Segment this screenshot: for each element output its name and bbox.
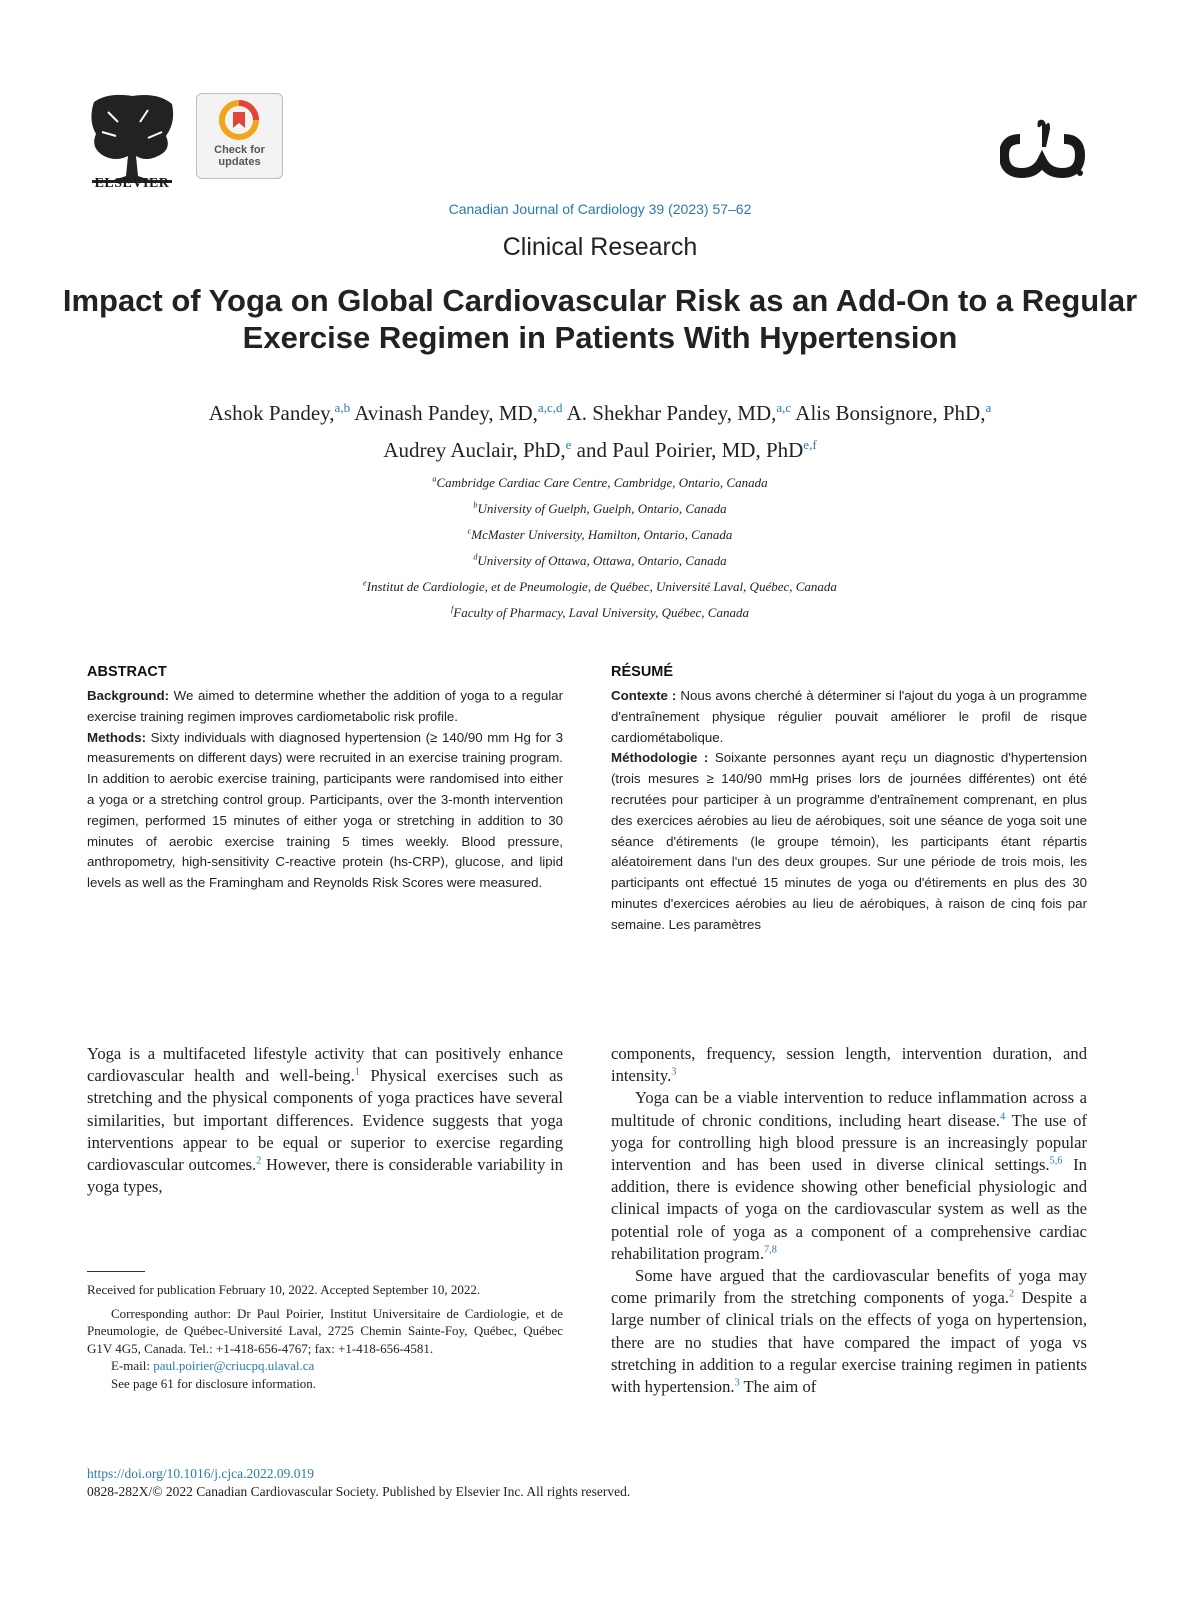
abstract-methods xyxy=(87,728,563,894)
author-affil-ref[interactable]: e,f xyxy=(803,437,817,452)
received-note: Received for publication February 10, 2022. Accepted September 10, 2022. xyxy=(87,1282,481,1297)
email-line xyxy=(87,1357,563,1375)
author-affil-ref[interactable]: a,c,d xyxy=(537,400,563,415)
author-name: Ashok Pandey, xyxy=(208,401,335,425)
author-affil-ref[interactable]: a,b xyxy=(334,400,351,415)
body-paragraph: Yoga can be a viable intervention to reduce inflammation across a multitude of chronic conditions, including heart disease.$^4$ The use of yoga for controlling high blood pressure is an increasingly popular intervention and has been used in diverse clinical settings.$^{5,6}$ In addition, there is evidence showing other beneficial physiologic and clinical impacts of yoga on the cardiovascular system as well as the potential role of yoga as a component of a comprehensive cardiac rehabilitation program.$^{7,8}$ xyxy=(611,1088,1087,1263)
email-link[interactable]: paul.poirier@criucpq.ulaval.ca xyxy=(153,1358,315,1374)
methodologie-text: Soixante personnes ayant reçu un diagnostic d'hypertension (trois mesures ≥ 140/90 mmHg prises lors de journées différentes) ont été recrutées pour participer à un programme d'entraînement comprenant, en plus des exercices aérobies au lieu de aérobiques, soit une séance de yoga soit une séance d'étirements (le groupe témoin), les participants étant répartis aléatoirement dans l'un des deux groupes. Sur une période de trois mois, les participants ont effectué 15 minutes de yoga ou d'étirements en plus des 30 minutes d'exercices aérobies au lieu de aérobiques, à raison de cinq fois par semaine. Les paramètres xyxy=(611,750,1087,932)
citation-ref[interactable]: 3 xyxy=(671,1066,677,1078)
affiliation-text: University of Ottawa, Ottawa, Ontario, Canada xyxy=(477,553,727,568)
affiliation-item xyxy=(200,574,1000,600)
resume-methodologie xyxy=(611,748,1087,935)
methods-label: Methods: xyxy=(87,729,147,745)
section-label: Clinical Research xyxy=(502,233,698,261)
affiliation-item xyxy=(200,522,1000,548)
affiliation-item xyxy=(200,470,1000,496)
doi-link[interactable]: https://doi.org/10.1016/j.cjca.2022.09.019 xyxy=(87,1466,314,1481)
affiliation-item xyxy=(200,548,1000,574)
ccs-heart-logo xyxy=(1000,117,1086,179)
citation-ref[interactable]: 5,6 xyxy=(1049,1155,1063,1167)
affiliation-marker: d xyxy=(473,552,478,562)
affiliation-text: University of Guelph, Guelph, Ontario, Canada xyxy=(477,501,727,516)
elsevier-wordmark: ELSEVIER xyxy=(94,176,170,191)
check-for-updates-badge[interactable] xyxy=(196,93,283,179)
affiliation-text: Faculty of Pharmacy, Laval University, Québec, Canada xyxy=(453,605,749,620)
abstract-body xyxy=(87,686,563,894)
affiliation-marker: b xyxy=(473,500,478,510)
resume-heading: RÉSUMÉ xyxy=(611,664,674,680)
corresponding-author-note: Corresponding author: Dr Paul Poirier, Institut Universitaire de Cardiologie, et de Pneumologie, de Québec-Université Laval, 2725 Chemin Sainte-Foy, Québec, Québec G1V 4G5, Canada. Tel.: +1-418-656-4767; fax: +1-418-656-4581. xyxy=(87,1305,563,1356)
author-name: A. Shekhar Pandey, MD, xyxy=(566,401,777,425)
author-name: Alis Bonsignore, PhD, xyxy=(795,401,986,425)
abstract-heading: ABSTRACT xyxy=(87,664,167,680)
copyright-line: 0828-282X/© 2022 Canadian Cardiovascular Society. Published by Elsevier Inc. All rights reserved. xyxy=(87,1484,631,1499)
check-updates-icon xyxy=(219,100,259,140)
affiliation-marker: e xyxy=(363,578,367,588)
affiliation-marker: c xyxy=(467,526,472,536)
resume-body xyxy=(611,686,1087,936)
citation-ref[interactable]: 2 xyxy=(256,1155,262,1167)
affiliation-text: Institut de Cardiologie, et de Pneumologie, de Québec, Université Laval, Québec, Canada xyxy=(366,579,837,594)
author-name: Avinash Pandey, MD, xyxy=(354,401,538,425)
body-column-left xyxy=(87,1043,563,1198)
resume-contexte xyxy=(611,686,1087,748)
body-paragraph: components, frequency, session length, intervention duration, and intensity.$^3$ xyxy=(611,1044,1087,1086)
affiliation-marker: f xyxy=(451,604,454,614)
author-name: Audrey Auclair, PhD, xyxy=(383,438,566,462)
disclosure-note: See page 61 for disclosure information. xyxy=(111,1375,317,1391)
article-title: Impact of Yoga on Global Cardiovascular Risk as an Add-On to a Regular Exercise Regimen in Patients With Hypertension xyxy=(62,283,1138,355)
body-paragraph: Some have argued that the cardiovascular benefits of yoga may come primarily from the stretching components of yoga.$^2$ Despite a large number of clinical trials on the effects of yoga on hypertension, there are no studies that have compared the impact of yoga vs stretching in addition to a regular exercise training regimen in patients with hypertension.$^3$ The aim of xyxy=(611,1266,1087,1397)
methods-text: Sixty individuals with diagnosed hypertension (≥ 140/90 mm Hg for 3 measurements on different days) were recruited in an exercise training program. In addition to aerobic exercise training, participants were randomised into either a yoga or a stretching control group. Participants, over the 3-month intervention regimen, performed 15 minutes of either yoga or stretching in addition to 30 minutes of aerobic exercise training 5 times weekly. Blood pressure, anthropometry, high-sensitivity C-reactive protein (hs-CRP), glucose, and lipid levels as well as the Framingham and Reynolds Risk Scores were measured. xyxy=(87,729,563,891)
footnote-divider xyxy=(87,1271,145,1272)
journal-reference[interactable]: Canadian Journal of Cardiology 39 (2023) 57–62 xyxy=(448,201,752,217)
contexte-label: Contexte : xyxy=(611,688,677,703)
citation-ref[interactable]: 3 xyxy=(734,1377,740,1389)
citation-ref[interactable]: 7,8 xyxy=(763,1244,777,1256)
author-list xyxy=(60,395,1140,469)
affiliation-marker: a xyxy=(432,474,437,484)
author-affil-ref[interactable]: a,c xyxy=(776,400,792,415)
affiliation-text: Cambridge Cardiac Care Centre, Cambridge, Ontario, Canada xyxy=(436,475,768,490)
contexte-text: Nous avons cherché à déterminer si l'ajout du yoga à un programme d'entraînement physique régulier pouvait améliorer le profil de risque cardiométabolique. xyxy=(611,688,1087,745)
body-paragraph: Yoga is a multifaceted lifestyle activity that can positively enhance cardiovascular health and well-being.$^1$ Physical exercises such as stretching and the physical components of yoga practices have several similarities, but important differences. Evidence suggests that yoga interventions appear to be equal or superior to exercise regarding cardiovascular outcomes.$^2$ However, there is considerable variability in yoga types, xyxy=(87,1044,563,1197)
body-column-right xyxy=(611,1043,1087,1398)
check-updates-line1: Check for xyxy=(214,144,265,156)
affiliation-text: McMaster University, Hamilton, Ontario, Canada xyxy=(471,527,733,542)
affiliation-list xyxy=(200,470,1000,626)
citation-ref[interactable]: 1 xyxy=(354,1066,360,1078)
affiliation-item xyxy=(200,600,1000,626)
check-updates-line2: updates xyxy=(218,156,261,168)
citation-ref[interactable]: 4 xyxy=(1000,1111,1006,1123)
abstract-background xyxy=(87,686,563,728)
email-label: E-mail: xyxy=(111,1358,154,1374)
methodologie-label: Méthodologie : xyxy=(611,750,709,766)
affiliation-item xyxy=(200,496,1000,522)
background-text: We aimed to determine whether the addition of yoga to a regular exercise training regimen improves cardiometabolic risk profile. xyxy=(87,688,563,724)
background-label: Background: xyxy=(87,688,170,703)
author-name: and Paul Poirier, MD, PhD xyxy=(576,438,804,462)
footnotes xyxy=(87,1281,563,1393)
author-affil-ref[interactable]: e xyxy=(565,437,572,452)
author-affil-ref[interactable]: a xyxy=(985,400,992,415)
citation-ref[interactable]: 2 xyxy=(1008,1288,1015,1300)
